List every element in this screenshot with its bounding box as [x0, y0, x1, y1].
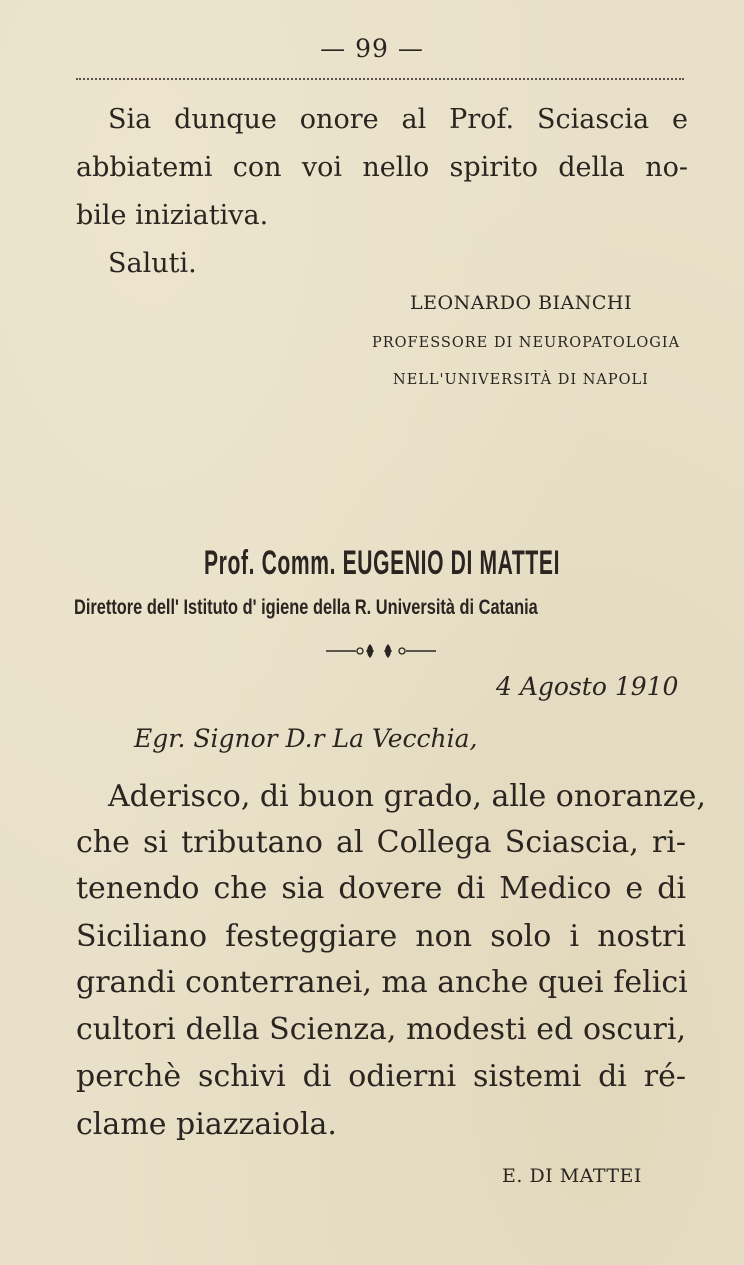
signature-title-2: NELL'UNIVERSITÀ DI NAPOLI — [393, 372, 649, 388]
section-heading: Prof. Comm. EUGENIO DI MATTEI — [204, 544, 561, 582]
letter2-line-2: che si tributano al Collega Sciascia, ri- — [76, 825, 686, 860]
page-number: — 99 — — [320, 34, 424, 63]
letter-date: 4 Agosto 1910 — [496, 672, 679, 701]
letter2-line-8: clame piazzaiola. — [76, 1107, 337, 1142]
letter2-signature: E. DI MATTEI — [502, 1165, 642, 1187]
letter2-line-7: perchè schivi di odierni sistemi di ré- — [76, 1059, 686, 1094]
salutation: Egr. Signor D.r La Vecchia, — [134, 724, 478, 753]
section-subheading: Direttore dell' Istituto d' igiene della R. Università di Catania — [74, 596, 538, 619]
letter2-line-4: Siciliano festeggiare non solo i nostri — [76, 919, 686, 954]
letter2-line-5: grandi conterranei, ma anche quei felici — [76, 965, 688, 1000]
letter1-line-4: Saluti. — [108, 248, 197, 279]
signature-name: LEONARDO BIANCHI — [410, 292, 632, 314]
dotted-rule — [76, 78, 684, 80]
letter1-line-1: Sia dunque onore al Prof. Sciascia e — [108, 104, 688, 135]
letter1-line-2: abbiatemi con voi nello spirito della no- — [76, 152, 688, 183]
letter2-line-6: cultori della Scienza, modesti ed oscuri, — [76, 1012, 686, 1047]
letter2-line-3: tenendo che sia dovere di Medico e di — [76, 871, 686, 906]
letter1-line-3: bile iniziativa. — [76, 200, 269, 231]
letter2-line-1: Aderisco, di buon grado, alle onoranze, — [108, 779, 706, 814]
ornament-divider — [326, 640, 436, 662]
signature-title-1: PROFESSORE DI NEUROPATOLOGIA — [372, 335, 681, 351]
